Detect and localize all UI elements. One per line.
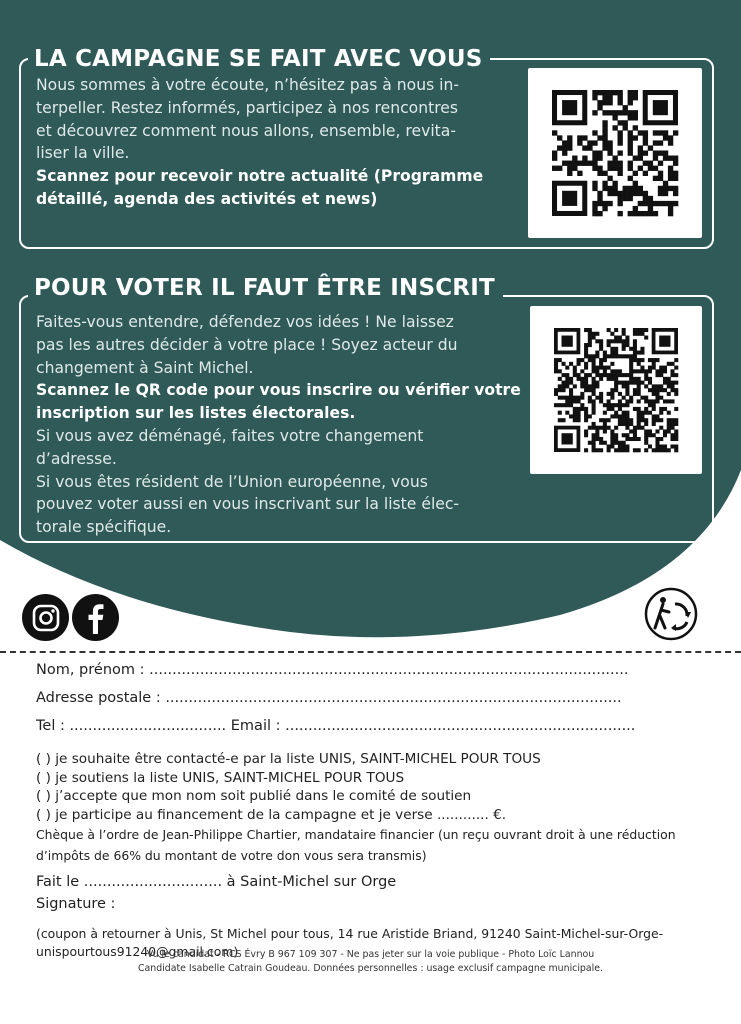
text-line: Faites-vous entendre, défendez vos idées ! Ne laissez — [36, 313, 454, 331]
tel-email-field[interactable]: Tel : .................................. Email : ............................................................................ — [36, 718, 636, 734]
qr-code-icon — [530, 306, 702, 474]
text-line: d’adresse. — [36, 449, 117, 468]
section-campaign-text — [36, 74, 520, 211]
checkbox-publish-name[interactable]: ( ) j’accepte que mon nom soit publié dans le comité de soutien — [36, 788, 472, 804]
cut-line-divider — [0, 651, 741, 653]
name-field[interactable]: Nom, prénom : ........................................................................................................ — [36, 662, 629, 678]
legal-credits — [0, 948, 741, 976]
support-form — [36, 658, 716, 960]
credits-line: Candidate Isabelle Catrain Goudeau. Données personnelles : usage exclusif campagne municipale. — [138, 963, 603, 974]
qr-code-icon — [528, 68, 702, 238]
section-vote-title: POUR VOTER IL FAUT ÊTRE INSCRIT — [28, 273, 503, 303]
instagram-icon[interactable] — [22, 594, 69, 641]
fait-le-field[interactable]: Fait le .............................. à Saint-Michel sur Orge — [36, 874, 397, 890]
text-line-bold: Scannez pour recevoir notre actualité (Programme — [36, 167, 484, 186]
text-line: Si vous avez déménagé, faites votre changement — [36, 426, 424, 445]
text-line: pouvez voter aussi en vous inscrivant sur la liste élec- — [36, 495, 460, 514]
text-line: Nous sommes à votre écoute, n’hésitez pas à nous in- — [36, 76, 460, 94]
text-line: terpeller. Restez informés, participez à nos rencontres — [36, 98, 458, 117]
social-icons — [22, 594, 119, 641]
coupon-address: (coupon à retourner à Unis, St Michel pour tous, 14 rue Aristide Briand, 91240 Saint-Michel-sur-Orge- unispourtous91240@gmail.com) — [36, 926, 664, 959]
section-campaign-title: LA CAMPAGNE SE FAIT AVEC VOUS — [28, 44, 490, 74]
signature-field[interactable]: Signature : — [36, 896, 116, 912]
credits-line: Vu le candidat - RCS Évry B 967 109 307 - Ne pas jeter sur la voie publique - Photo Loïc Lannou — [146, 949, 595, 960]
section-vote-text — [36, 311, 526, 539]
text-line: changement à Saint Michel. — [36, 358, 254, 377]
checkbox-support[interactable]: ( ) je soutiens la liste UNIS, SAINT-MICHEL POUR TOUS — [36, 769, 405, 786]
qr-code-news[interactable] — [528, 68, 702, 238]
facebook-icon[interactable] — [72, 594, 119, 641]
text-line-bold: Scannez le QR code pour vous inscrire ou vérifier votre — [36, 381, 521, 400]
text-line: torale spécifique. — [36, 518, 172, 537]
recycling-icon — [643, 586, 699, 642]
text-line: et découvrez comment nous allons, ensemble, revita- — [36, 121, 456, 140]
qr-code-register[interactable] — [530, 306, 702, 474]
text-line: Si vous êtes résident de l’Union européenne, vous — [36, 472, 428, 491]
text-line-bold: détaillé, agenda des activités et news) — [36, 189, 378, 208]
text-line: liser la ville. — [36, 144, 130, 163]
address-field[interactable]: Adresse postale : ................................................................................................... — [36, 690, 622, 706]
checkbox-contact[interactable]: ( ) je souhaite être contacté-e par la liste UNIS, SAINT-MICHEL POUR TOUS — [36, 751, 541, 767]
checkbox-donation[interactable]: ( ) je participe au financement de la campagne et je verse ............ €. — [36, 806, 507, 823]
cheque-info: Chèque à l’ordre de Jean-Philippe Chartier, mandataire financier (un reçu ouvrant droit à une réduction d’impôts de 66% du montant de votre don vous sera transmis) — [36, 827, 676, 863]
text-line-bold: inscription sur les listes électorales. — [36, 404, 356, 423]
text-line: pas les autres décider à votre place ! Soyez acteur du — [36, 335, 458, 354]
